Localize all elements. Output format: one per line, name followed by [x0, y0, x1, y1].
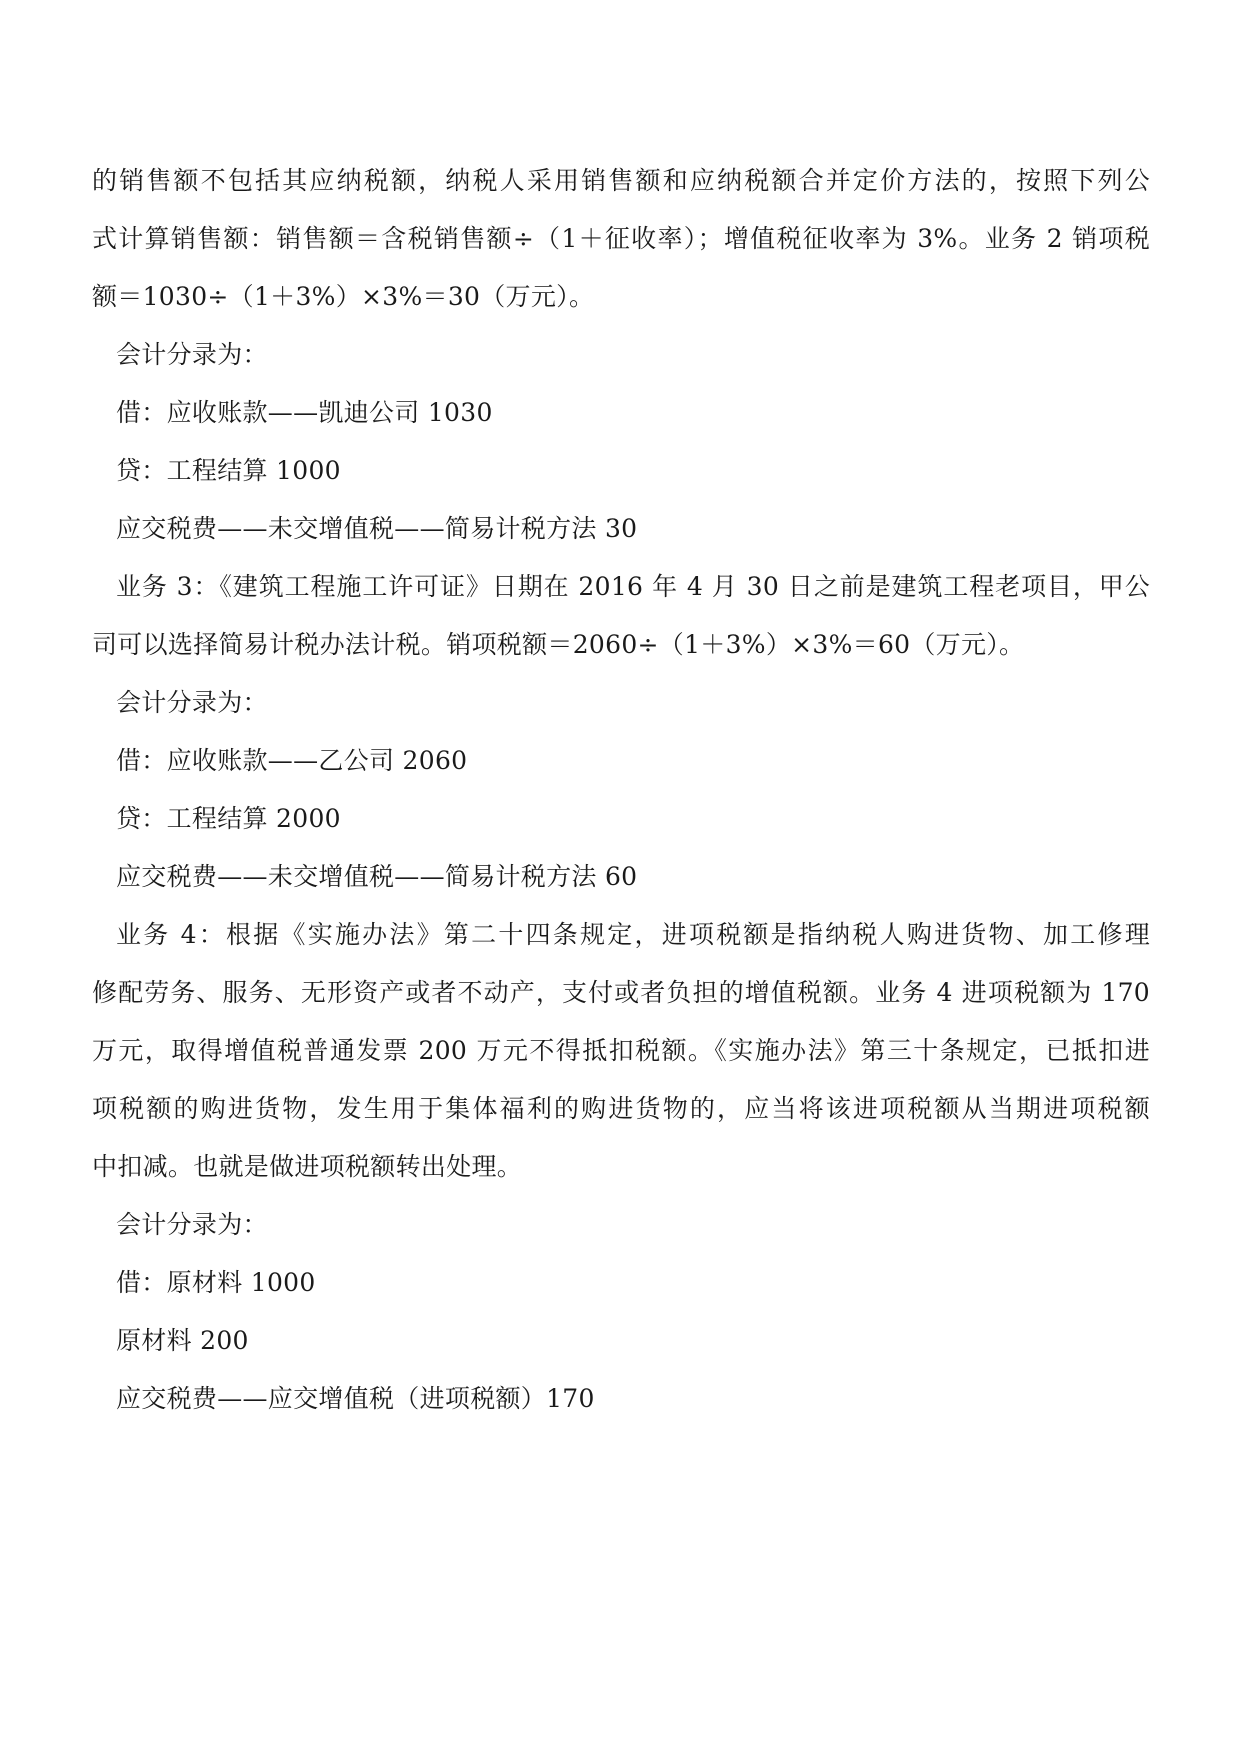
- paragraph-line: 的销售额不包括其应纳税额，纳税人采用销售额和应纳税额合并定价方法的，按照下列公: [92, 166, 1150, 195]
- paragraph-line: 万元，取得增值税普通发票 200 万元不得抵扣税额。《实施办法》第三十条规定，已抵扣进: [92, 1036, 1150, 1065]
- paragraph-line: 业务 4：根据《实施办法》第二十四条规定，进项税额是指纳税人购进货物、加工修理: [116, 920, 1150, 949]
- entry-heading: 会计分录为：: [116, 1210, 268, 1239]
- paragraph-line: 修配劳务、服务、无形资产或者不动产，支付或者负担的增值税额。业务 4 进项税额为 170: [92, 978, 1150, 1007]
- debit-line: 原材料 200: [116, 1326, 249, 1355]
- entry-heading: 会计分录为：: [116, 688, 268, 717]
- credit-line: 贷：工程结算 2000: [116, 804, 341, 833]
- debit-line: 应交税费——应交增值税（进项税额）170: [116, 1384, 595, 1413]
- entry-heading: 会计分录为：: [116, 340, 268, 369]
- paragraph-line: 中扣减。也就是做进项税额转出处理。: [92, 1152, 523, 1181]
- paragraph-line: 项税额的购进货物，发生用于集体福利的购进货物的，应当将该进项税额从当期进项税额: [92, 1094, 1150, 1123]
- credit-line: 应交税费——未交增值税——简易计税方法 60: [116, 862, 638, 891]
- paragraph-line: 司可以选择简易计税办法计税。销项税额＝2060÷（1＋3%）×3%＝60（万元）。: [92, 630, 1025, 659]
- credit-line: 应交税费——未交增值税——简易计税方法 30: [116, 514, 638, 543]
- paragraph-line: 业务 3：《建筑工程施工许可证》日期在 2016 年 4 月 30 日之前是建筑工程老项目，甲公: [116, 572, 1150, 601]
- paragraph-line: 式计算销售额：销售额＝含税销售额÷（1＋征收率）；增值税征收率为 3%。业务 2 销项税: [92, 224, 1150, 253]
- debit-line: 借：原材料 1000: [116, 1268, 316, 1297]
- document-body: [92, 152, 1150, 1428]
- credit-line: 贷：工程结算 1000: [116, 456, 341, 485]
- debit-line: 借：应收账款——凯迪公司 1030: [116, 398, 493, 427]
- paragraph-line: 额＝1030÷（1＋3%）×3%＝30（万元）。: [92, 282, 595, 311]
- debit-line: 借：应收账款——乙公司 2060: [116, 746, 468, 775]
